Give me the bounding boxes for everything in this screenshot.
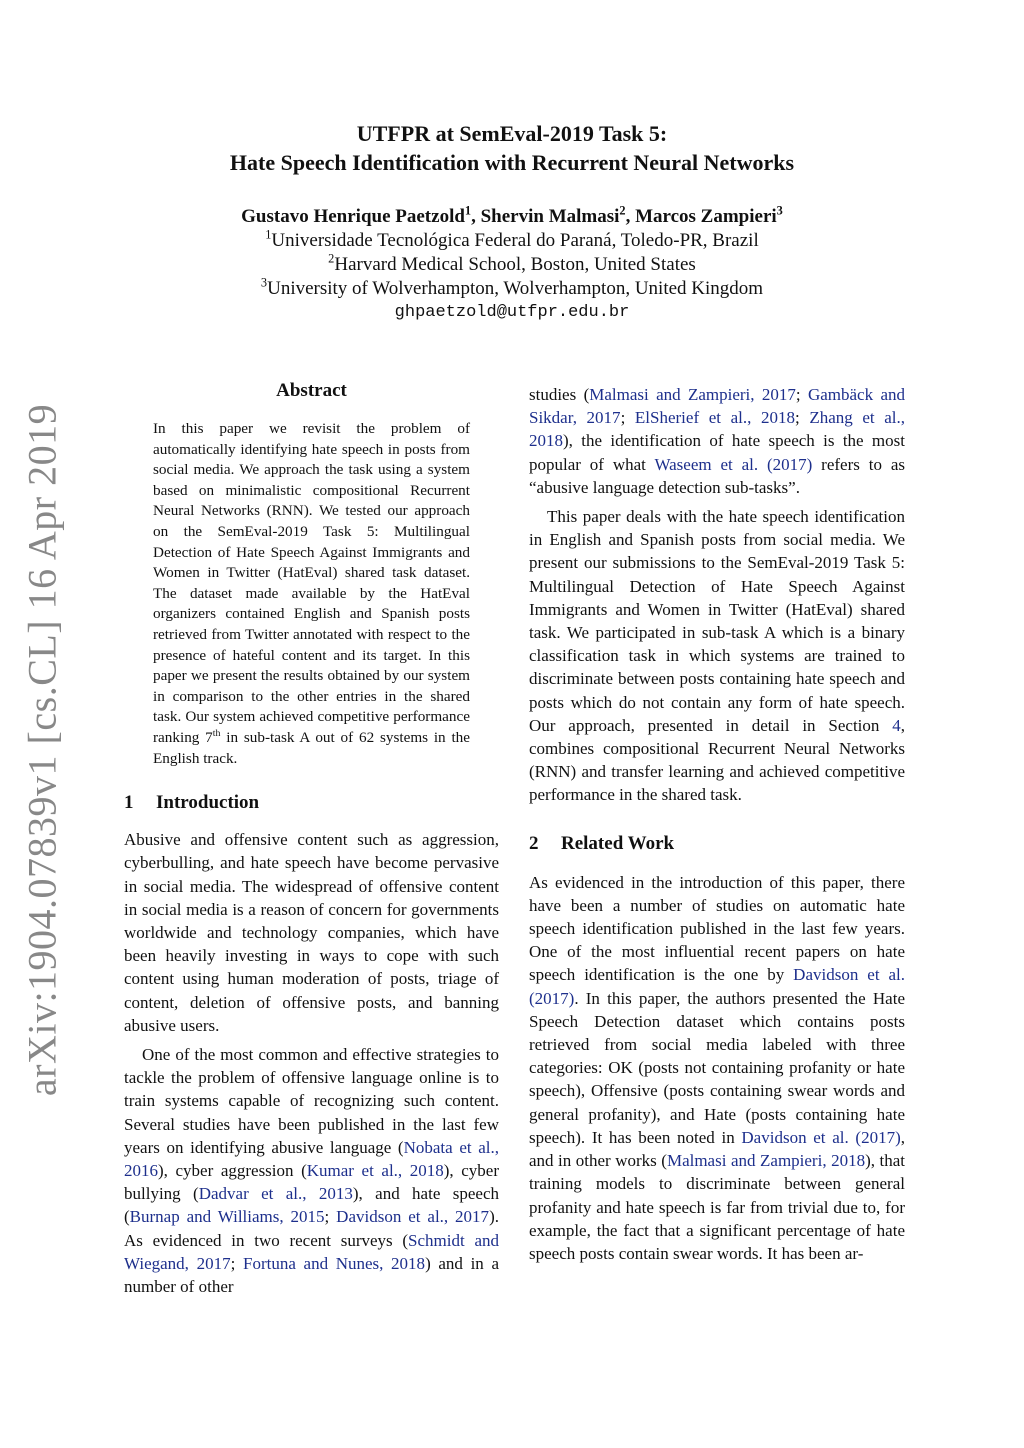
citation-link[interactable]: Zhang et al., 2018 xyxy=(529,408,905,451)
title-line-1: UTFPR at SemEval-2019 Task 5: xyxy=(356,121,668,146)
author-2: Shervin Malmasi xyxy=(480,206,620,227)
continued-paragraph: studies (Malmasi and Zampieri, 2017; Gambäck and Sikdar, 2017; ElSherief et al., 2018; Zhang et al., 2018), the identification of hate speech is the most popular of what Waseem et al. (2017) refers to as “abusive language detection sub-tasks”. xyxy=(529,385,905,497)
right-column xyxy=(529,383,905,1265)
section-heading-introduction: 1 Introduction xyxy=(124,792,260,814)
paper-title xyxy=(0,119,1024,177)
abstract-text: In this paper we revisit the problem of automatically identifying hate speech in posts from social media. We approach the task using a system based on minimalistic compositional Recurrent Neural Networks (RNN). We tested our approach on the SemEval-2019 Task 5: Multilingual Detection of Hate Speech Against Immigrants and Women in Twitter (HatEval) shared task dataset. The dataset made available by the HatEval organizers contained English and Spanish posts retrieved from Twitter annotated with respect to the presence of hateful content and its target. In this paper we present the results obtained by our system in comparison to the other entries in the shared task. Our system achieved competitive performance ranking 7th in sub-task A out of 62 systems in the English track. xyxy=(153,420,470,767)
author-names: Gustavo Henrique Paetzold$^1$, Shervin Malmasi$^2$, Marcos Zampieri$^3$ xyxy=(241,203,783,227)
author-block xyxy=(0,205,1024,325)
arxiv-stamp-text: arXiv:1904.07839v1 [cs.CL] 16 Apr 2019 xyxy=(19,403,65,1097)
citation-link[interactable]: Malmasi and Zampieri, 2017 xyxy=(589,385,796,404)
affiliation-2: $^2$Harvard Medical School, Boston, United States xyxy=(328,251,696,275)
citation-link[interactable]: Gambäck and Sikdar, 2017 xyxy=(529,385,905,428)
citation-link[interactable]: Fortuna and Nunes, 2018 xyxy=(242,1253,426,1273)
section-ref-link[interactable]: 4 xyxy=(892,715,901,735)
citation-link[interactable]: Davidson et al. (2017) xyxy=(529,965,905,1008)
intro-paragraph-1: Abusive and offensive content such as aggression, cyberbulling, and hate speech have become pervasive in social media. The widespread of offensive content in social media is a reason of concern for governments worldwide and technology companies, which have been heavily investing in ways to cope with such content using human moderation of posts, triage of content, deletion of offensive posts, and banning abusive users. xyxy=(124,830,499,1035)
abstract-heading: Abstract xyxy=(276,380,347,401)
citation-link[interactable]: ElSherief et al., 2018 xyxy=(634,408,795,428)
citation-link[interactable]: Davidson et al. (2017) xyxy=(741,1127,901,1147)
affiliation-1: $^1$Universidade Tecnológica Federal do Paraná, Toledo-PR, Brazil xyxy=(265,227,759,251)
left-column xyxy=(124,380,499,1298)
citation-link[interactable]: Malmasi and Zampieri, 2018 xyxy=(666,1151,866,1171)
author-email: ghpaetzold@utfpr.edu.br xyxy=(394,303,630,322)
author-1: Gustavo Henrique Paetzold xyxy=(241,206,465,227)
paper-scope-paragraph: This paper deals with the hate speech identification in English and Spanish posts from social media. We present our submissions to the SemEval-2019 Task 5: Multilingual Detection of Hate Speech Against Immigrants and Women in Twitter (HatEval) shared task. We participated in sub-task A which is a binary classification task in which systems are trained to discriminate between posts containing hate speech and posts which do not contain any form of hate speech. Our approach, presented in detail in Section 4, combines compositional Recurrent Neural Networks (RNN) and transfer learning and achieved competitive performance in the shared task. xyxy=(529,507,905,805)
citation-link[interactable]: Burnap and Williams, 2015 xyxy=(129,1207,325,1227)
citation-link[interactable]: Davidson et al., 2017 xyxy=(336,1207,490,1227)
citation-link[interactable]: Nobata et al., 2016 xyxy=(124,1137,499,1180)
citation-link[interactable]: Waseem et al. (2017) xyxy=(654,454,813,474)
arxiv-stamp xyxy=(2,403,82,1097)
title-line-2: Hate Speech Identification with Recurrent Neural Networks xyxy=(229,150,795,175)
citation-link[interactable]: Dadvar et al., 2013 xyxy=(198,1184,353,1204)
related-work-paragraph: As evidenced in the introduction of this paper, there have been a number of studies on automatic hate speech identification published in the last few years. One of the most influential recent papers on hate speech identification is the one by Davidson et al. (2017). In this paper, the authors presented the Hate Speech Detection dataset which contains posts retrieved from social media labeled with three categories: OK (posts not containing profanity or hate speech), Offensive (posts containing swear words and general profanity), and Hate (posts containing hate speech). It has been noted in Davidson et al. (2017), and in other works (Malmasi and Zampieri, 2018), that training models to discriminate between general profanity and hate speech is far from trivial due to, for example, the fact that a significant percentage of hate speech posts contain swear words. It has been ar- xyxy=(529,872,905,1263)
author-3: Marcos Zampieri xyxy=(635,206,777,227)
section-heading-related-work: 2 Related Work xyxy=(529,832,675,854)
citation-link[interactable]: Schmidt and Wiegand, 2017 xyxy=(124,1230,499,1273)
affiliation-3: $^3$University of Wolverhampton, Wolverhampton, United Kingdom xyxy=(260,275,764,299)
intro-paragraph-2: One of the most common and effective strategies to tackle the problem of offensive language online is to train systems capable of recognizing such content. Several studies have been published in the last few years on identifying abusive language (Nobata et al., 2016), cyber aggression (Kumar et al., 2018), cyber bullying (Dadvar et al., 2013), and hate speech (Burnap and Williams, 2015; Davidson et al., 2017). As evidenced in two recent surveys (Schmidt and Wiegand, 2017; Fortuna and Nunes, 2018) and in a number of other xyxy=(124,1044,499,1296)
citation-link[interactable]: Kumar et al., 2018 xyxy=(306,1160,444,1180)
